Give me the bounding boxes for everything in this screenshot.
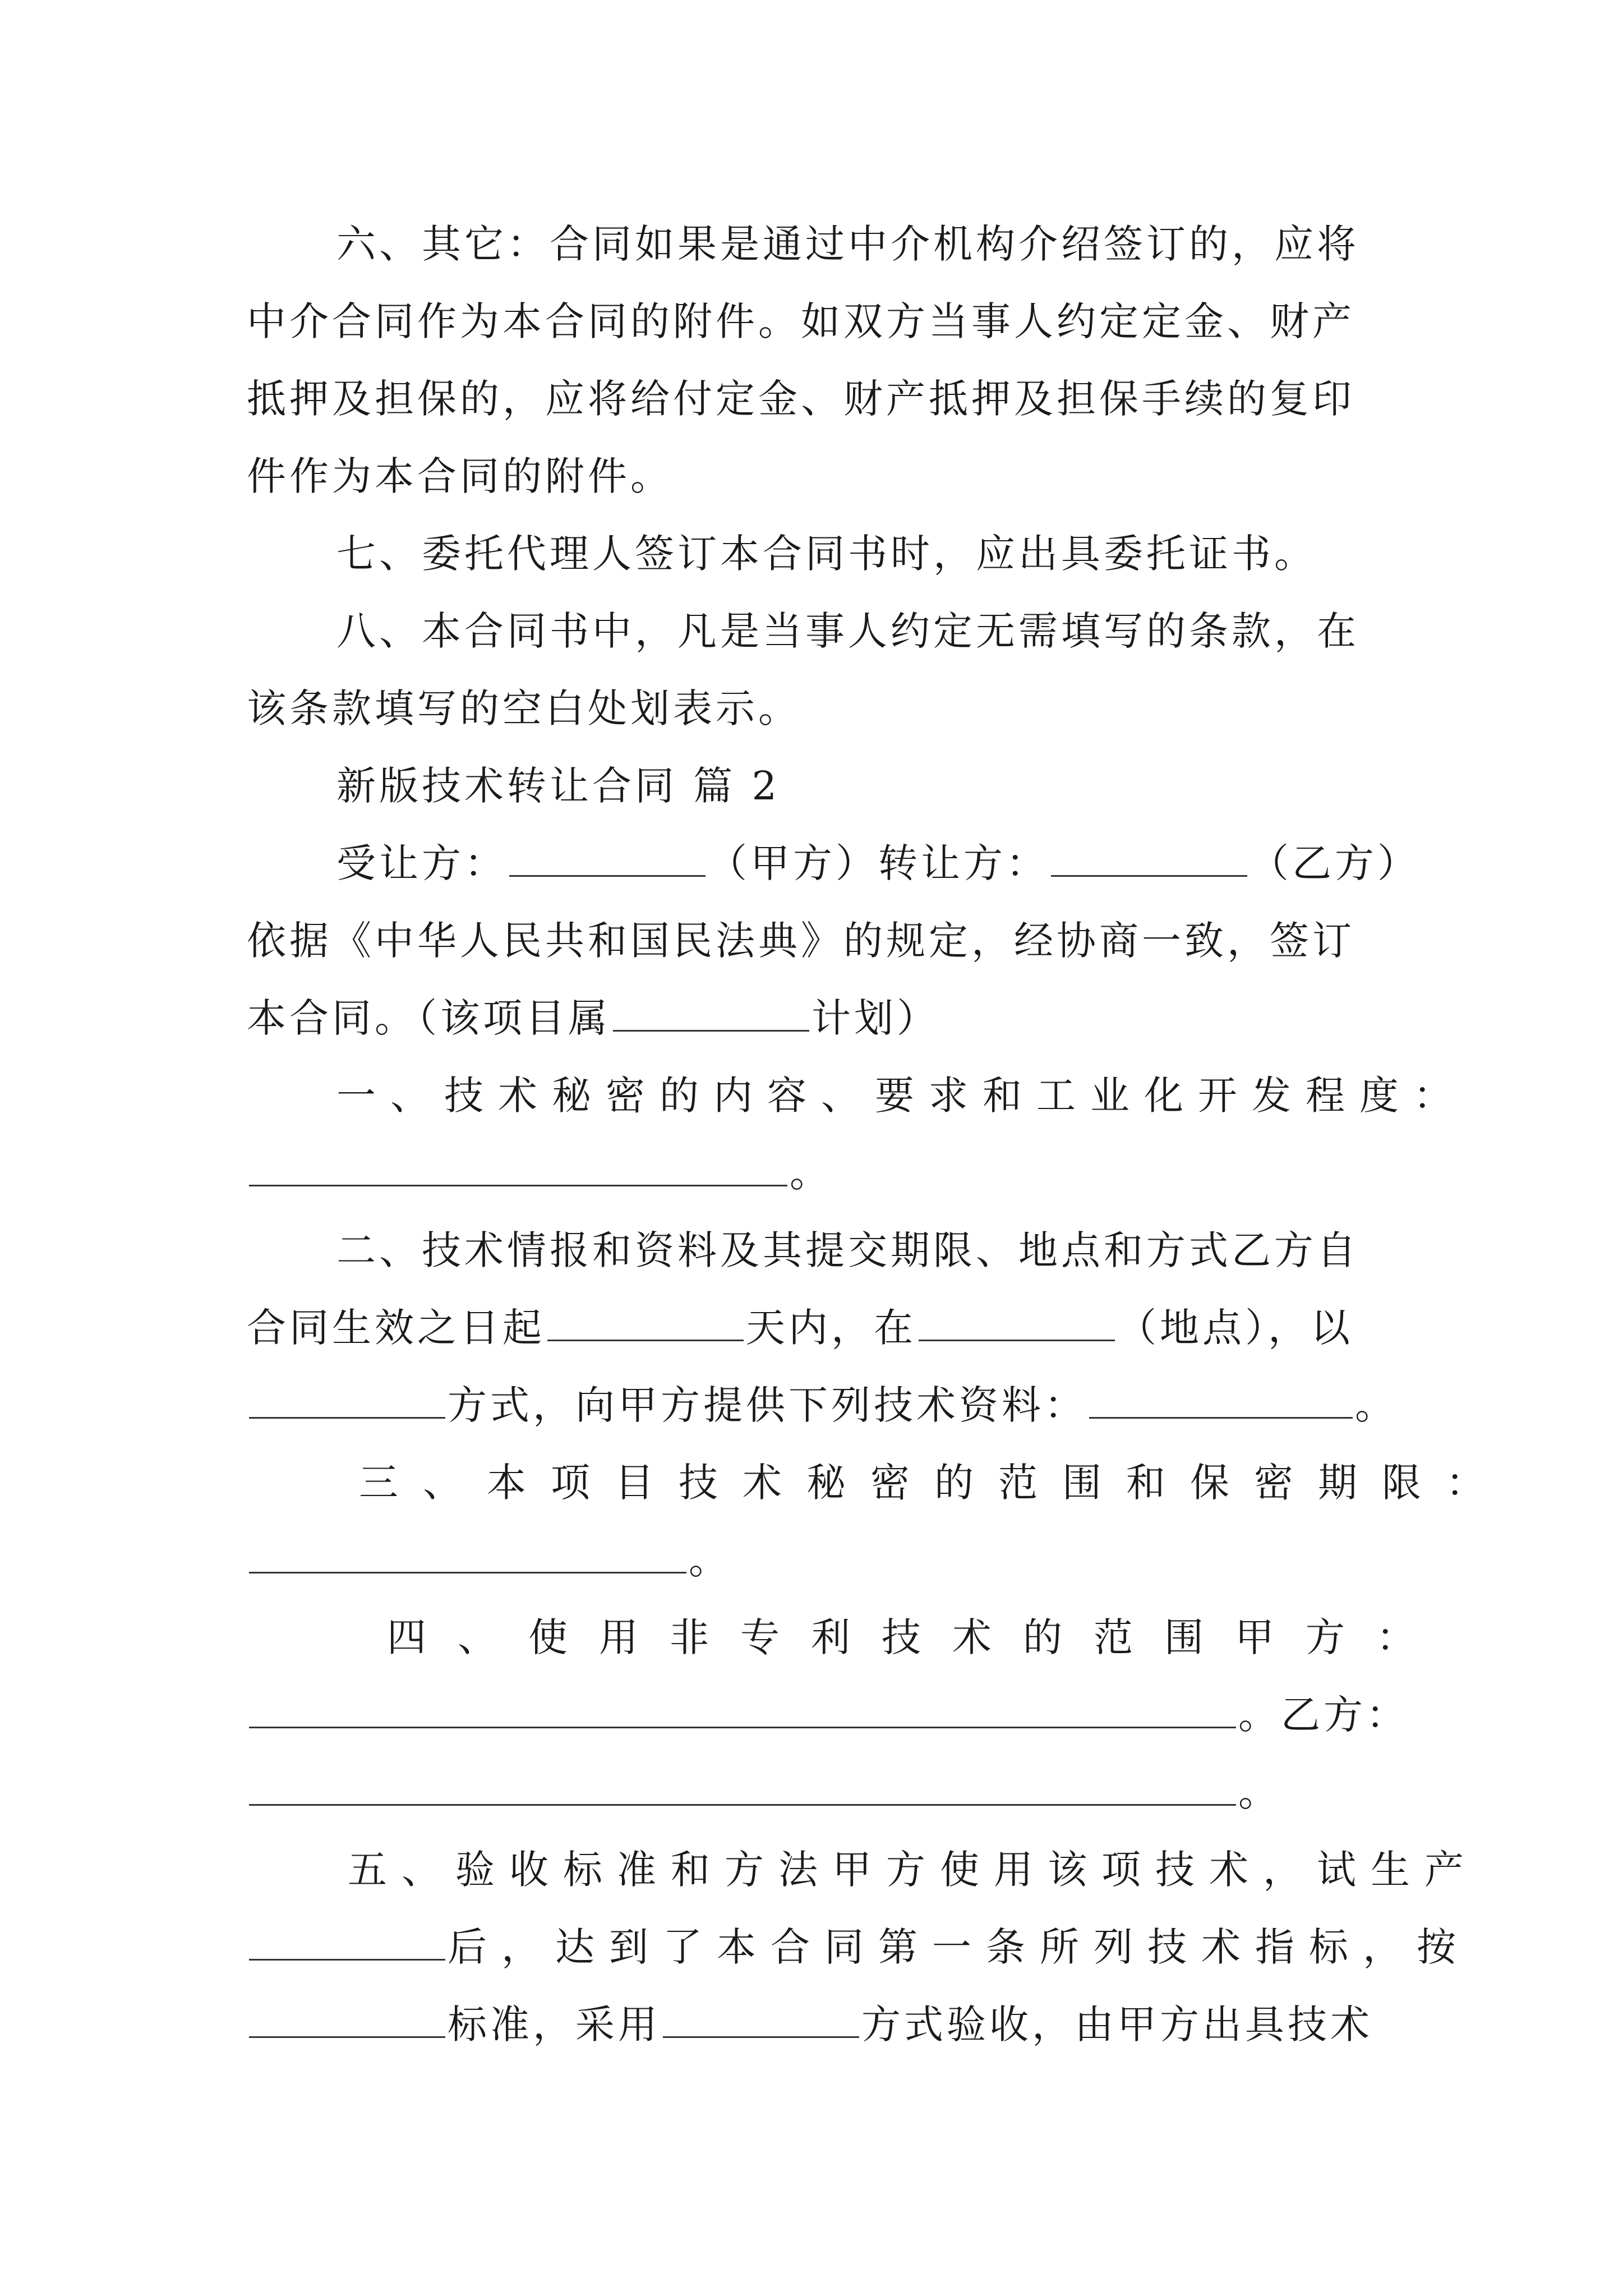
transferor-label: （甲方）转让方： [708,840,1049,886]
item-1-answer [247,1145,1380,1201]
item-5-standard-label: 标准，采用 [448,2001,661,2047]
item-5-line-2 [247,1919,1470,1975]
item-2-method-blank [249,1378,445,1419]
basis-line: 依据《中华人民共和国民法典》的规定，经协商一致，签订 [247,918,1355,964]
item-1-label: 一、技术秘密的内容、要求和工业化开发程度： [336,1073,1467,1119]
section-title: 新版技术转让合同 篇 2 [336,763,781,809]
item-3-period: 。 [689,1537,731,1583]
item-2-materials-label: 方式，向甲方提供下列技术资料： [448,1382,1087,1428]
item-2-method-label: （地点），以 [1117,1305,1353,1351]
item-2-place-label: 天内，在 [746,1305,916,1351]
party-b-label: （乙方） [1249,840,1420,886]
transferee-label: 受让方： [336,840,507,886]
item-4-period: 。 [1238,1769,1281,1815]
paragraph-6-line-1: 六、其它：合同如果是通过中介机构介绍签订的，应将 [336,221,1359,267]
item-4-party-a-answer [247,1687,1409,1743]
plan-label: 计划） [811,995,939,1041]
transferee-blank [509,836,706,877]
paragraph-6-line-4: 件作为本合同的附件。 [247,453,673,499]
item-2-line-1: 二、技术情报和资料及其提交期限、地点和方式乙方自 [336,1227,1359,1273]
item-5-standard-blank [249,1997,445,2038]
item-3-blank [249,1533,686,1573]
paragraph-8-line-2: 该条款填写的空白处划表示。 [247,685,801,731]
item-4-party-b-label: 。乙方： [1238,1692,1409,1738]
item-4-party-a-blank [249,1687,1236,1728]
paragraph-6-line-3: 抵押及担保的，应将给付定金、财产抵押及担保手续的复印 [247,376,1355,422]
item-1-period: 。 [790,1150,832,1196]
item-4-label: 四、使用非专利技术的范围甲方： [387,1614,1447,1660]
item-2-days-blank [547,1300,744,1341]
project-line [247,990,1380,1046]
item-5-line-1: 五、验收标准和方法甲方使用该项技术，试生产 [348,1847,1478,1893]
transferor-blank [1051,836,1247,877]
paragraph-8-line-1: 八、本合同书中，凡是当事人约定无需填写的条款，在 [336,608,1359,654]
project-label: 本合同。（该项目属 [247,995,611,1041]
item-5-indicators-text: 后，达到了本合同第一条所列技术指标，按 [448,1924,1470,1970]
item-5-method-text: 方式验收，由甲方出具技术 [861,2001,1373,2047]
item-2-days-label: 合同生效之日起 [247,1305,545,1351]
paragraph-7: 七、委托代理人签订本合同书时，应出具委托证书。 [336,531,1317,577]
item-3-answer [247,1532,1380,1588]
item-2-place-blank [919,1300,1115,1341]
item-4-party-b-answer [247,1764,1380,1820]
item-4-party-b-blank [249,1765,1236,1806]
project-plan-blank [613,991,809,1032]
item-2-period: 。 [1355,1382,1398,1428]
item-2-materials-blank [1089,1378,1353,1419]
item-5-trial-blank [249,1920,445,1961]
item-1-blank [249,1145,787,1186]
item-5-method-blank [663,1997,859,2038]
item-2-line-3 [247,1377,1398,1433]
item-3-label: 三、本项目技术秘密的范围和保密期限： [359,1460,1510,1506]
parties-line [336,835,1420,891]
item-5-line-3 [247,1996,1380,2053]
paragraph-6-line-2: 中介合同作为本合同的附件。如双方当事人约定定金、财产 [247,298,1355,344]
item-2-line-2 [247,1300,1380,1356]
